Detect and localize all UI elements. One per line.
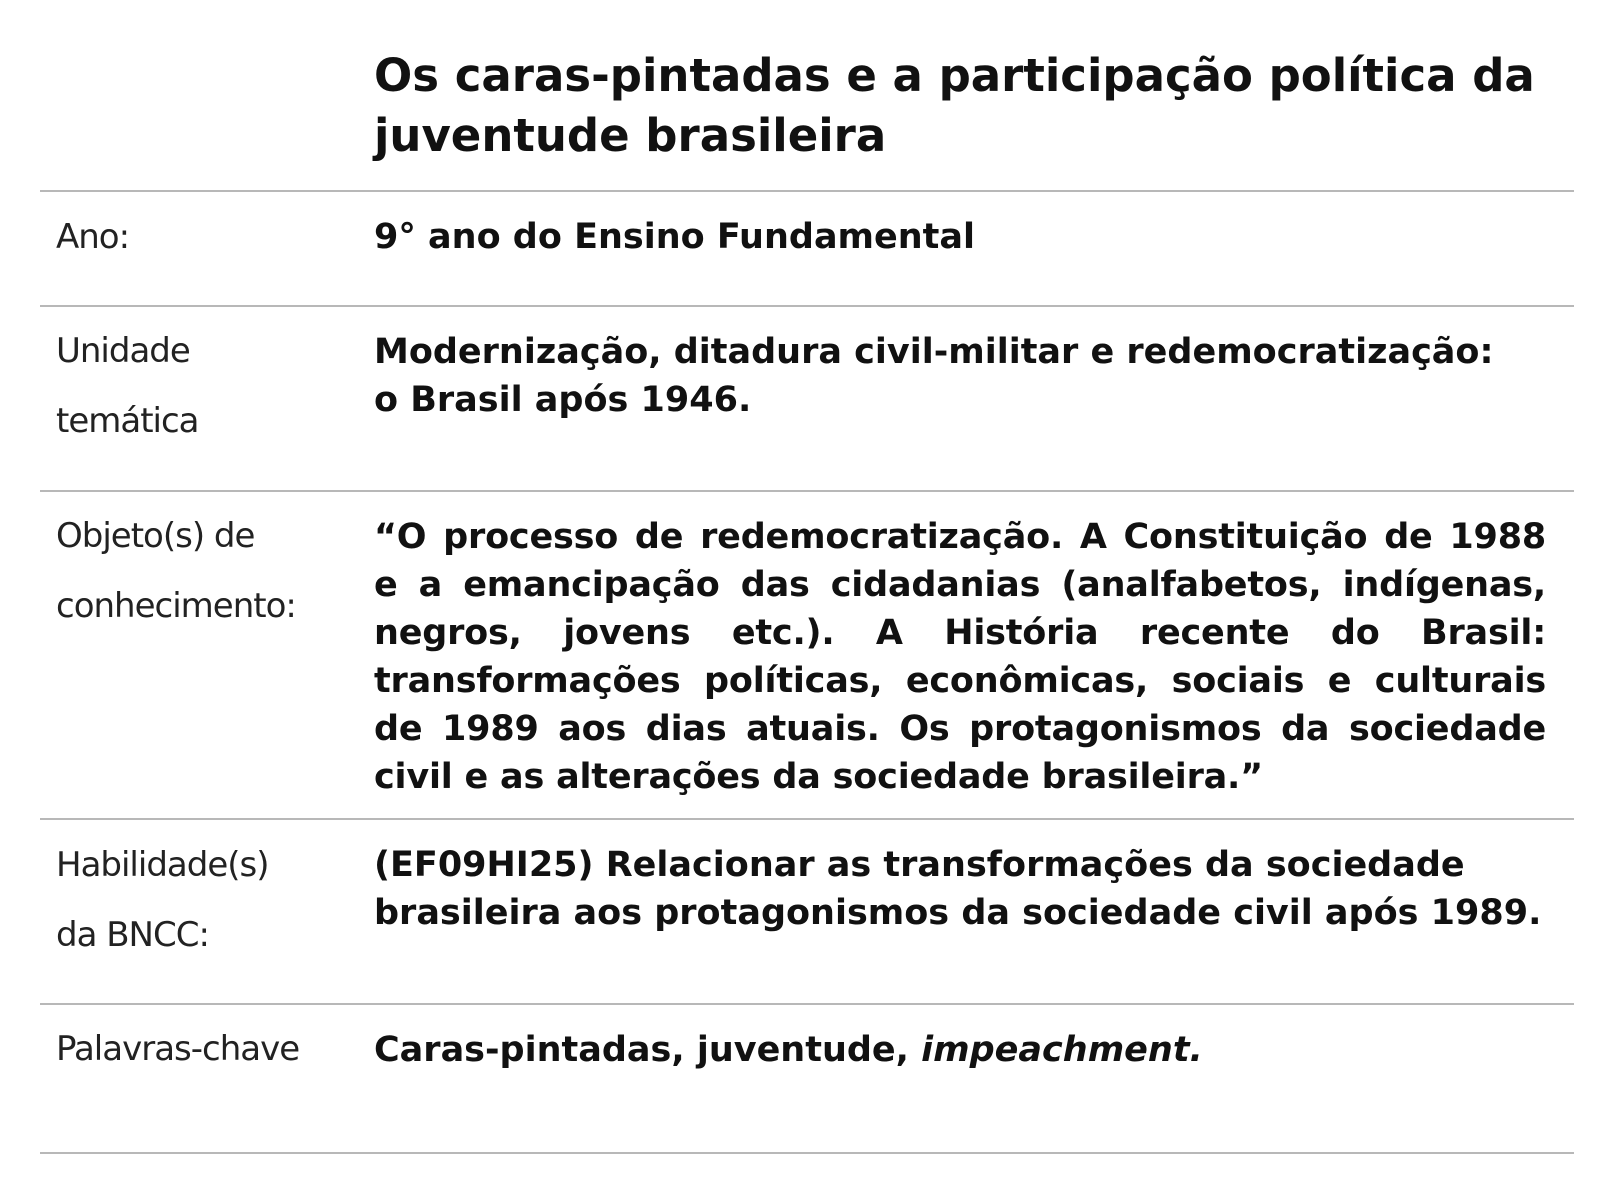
row-divider	[40, 190, 1574, 192]
row-value-palavras-chave	[374, 1026, 1546, 1074]
row-value-habilidades-bncc: (EF09HI25) Relacionar as transformações da sociedade brasileira aos protagonismos da sociedade civil após 1989.	[374, 845, 1542, 933]
row-value-ano: 9° ano do Ensino Fundamental	[374, 217, 976, 257]
keyword-italic: impeachment.	[921, 1030, 1203, 1070]
row-divider	[40, 490, 1574, 492]
row-label-unidade-tematica: Unidade temática	[56, 331, 199, 441]
lesson-info-sheet	[40, 0, 1574, 1200]
row-label-ano: Ano:	[56, 217, 130, 257]
row-label-objetos-de-conhecimento: Objeto(s) de conhecimento:	[56, 516, 296, 626]
row-divider	[40, 305, 1574, 307]
row-value-unidade-tematica: Modernização, ditadura civil-militar e redemocratização: o Brasil após 1946.	[374, 332, 1494, 420]
row-value-objetos-de-conhecimento: “O processo de redemocratização. A Constituição de 1988 e a emancipação das cidadanias (analfabetos, indígenas, negros, jovens etc.). A História recente do Brasil: transformações políticas, econômicas, sociais e culturais de 1989 aos dias atuais. Os protagonismos da sociedade civil e as alterações da sociedade brasileira.”	[374, 517, 1546, 797]
keywords-text: Caras-pintadas, juventude,	[374, 1030, 922, 1070]
row-divider	[40, 1152, 1574, 1154]
page-title: Os caras-pintadas e a participação política da juventude brasileira	[374, 49, 1535, 162]
row-divider	[40, 1003, 1574, 1005]
row-label-palavras-chave: Palavras-chave	[56, 1029, 300, 1069]
row-divider	[40, 818, 1574, 820]
row-label-habilidades-bncc: Habilidade(s) da BNCC:	[56, 845, 269, 955]
